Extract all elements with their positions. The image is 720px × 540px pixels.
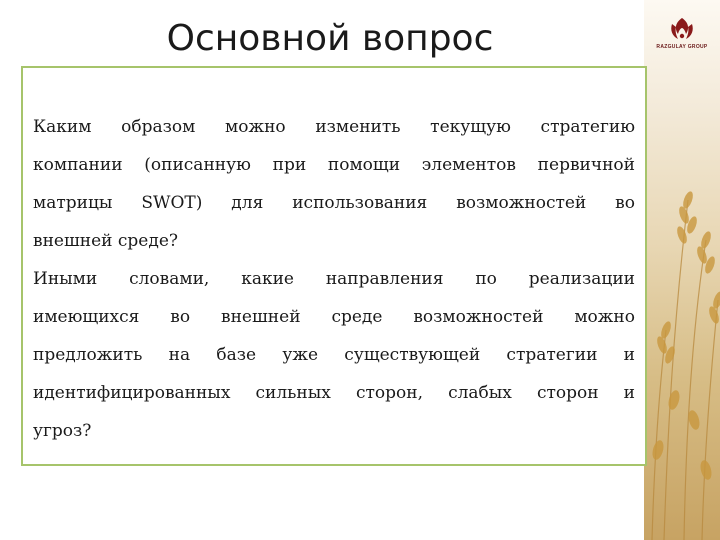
text-line: предложить на базе уже существующей стратегии и bbox=[33, 345, 635, 365]
text-line: идентифицированных сильных сторон, слабых сторон и bbox=[33, 383, 635, 403]
slide-title: Основной вопрос bbox=[166, 18, 494, 59]
text-line: матрицы SWOT) для использования возможностей во bbox=[33, 193, 635, 213]
wheat-illustration bbox=[644, 0, 720, 540]
text-line: Каким образом можно изменить текущую стратегию bbox=[33, 117, 635, 137]
text-line: угроз? bbox=[33, 421, 92, 441]
text-line: имеющихся во внешней среде возможностей можно bbox=[33, 307, 635, 327]
text-line: Иными словами, какие направления по реализации bbox=[33, 269, 635, 289]
logo-text: RAZGULAY GROUP bbox=[656, 44, 708, 50]
text-line: компании (описанную при помощи элементов первичной bbox=[33, 155, 635, 175]
wheat-background-panel bbox=[644, 0, 720, 540]
text-line: внешней среде? bbox=[33, 231, 178, 251]
